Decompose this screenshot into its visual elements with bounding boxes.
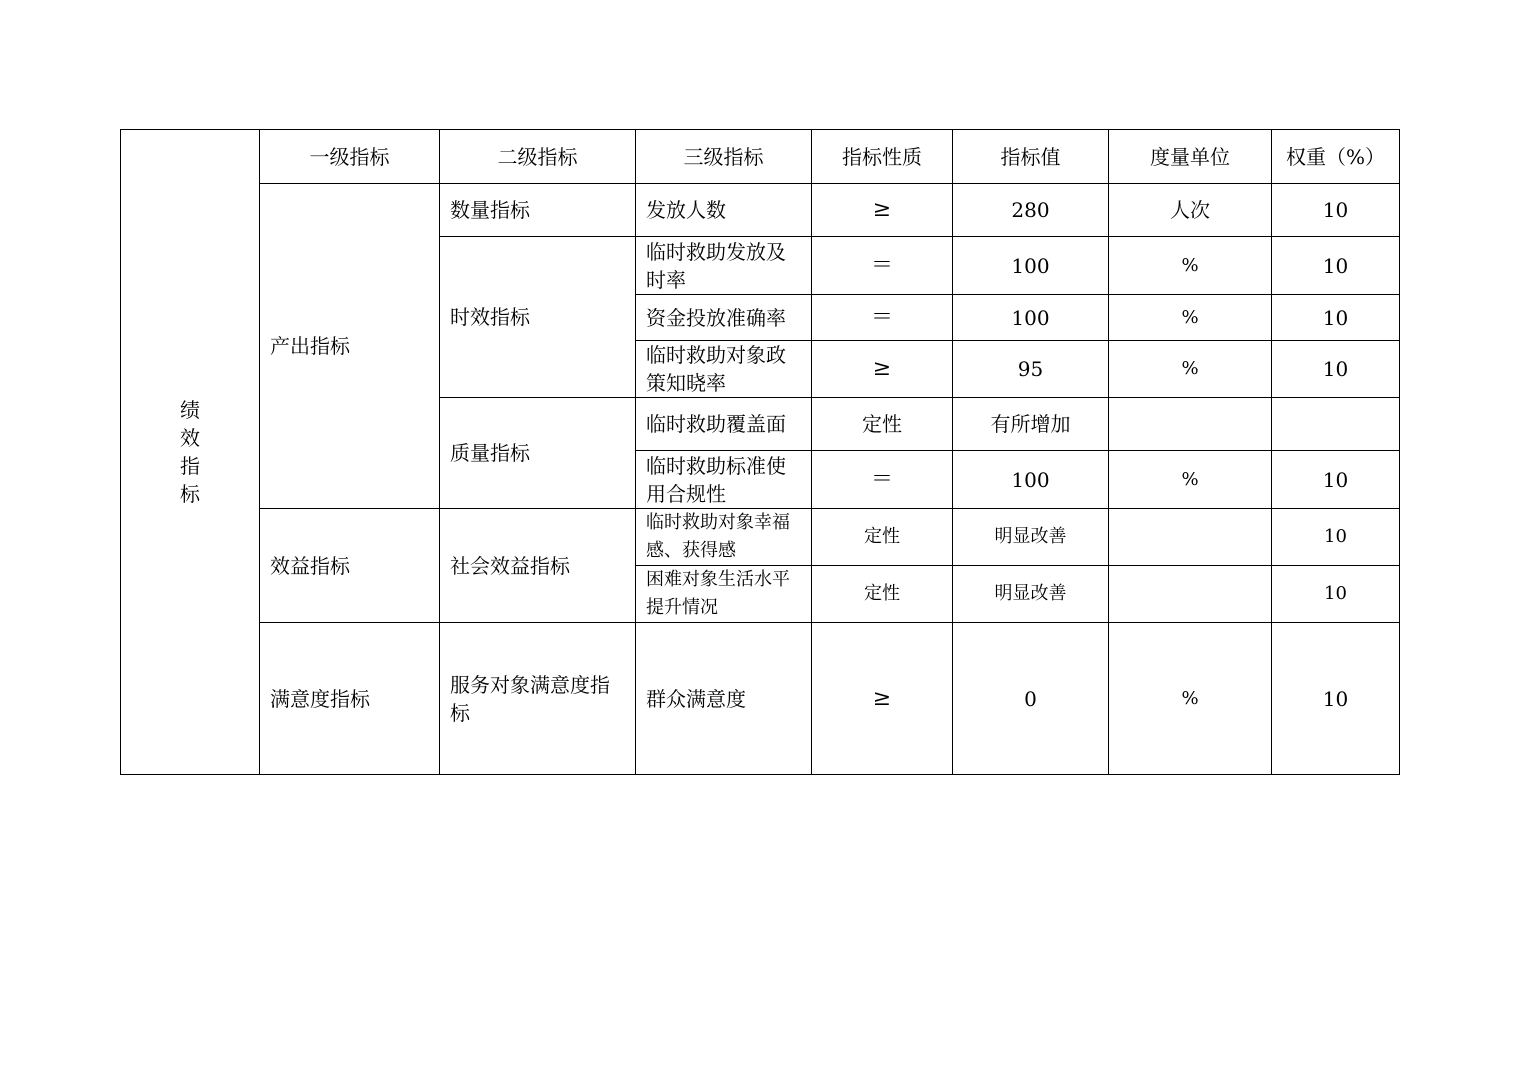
- indicator-nature: 定性: [812, 398, 953, 451]
- level2-quantity: 数量指标: [440, 184, 636, 237]
- indicator-unit: %: [1109, 237, 1272, 295]
- level2-quality: 质量指标: [440, 398, 636, 509]
- indicator-value: 95: [953, 341, 1109, 398]
- side-label-char: 标: [180, 482, 200, 506]
- indicator-nature: ＝: [812, 237, 953, 295]
- level3-indicator: 临时救助对象幸福感、获得感: [636, 509, 812, 566]
- indicator-weight: 10: [1272, 566, 1400, 623]
- indicator-unit: %: [1109, 451, 1272, 509]
- level3-indicator: 困难对象生活水平提升情况: [636, 566, 812, 623]
- indicator-value: 有所增加: [953, 398, 1109, 451]
- header-level3: 三级指标: [636, 130, 812, 184]
- header-level1: 一级指标: [260, 130, 440, 184]
- indicator-unit: [1109, 566, 1272, 623]
- indicator-value: 100: [953, 237, 1109, 295]
- performance-indicator-side-label: [121, 130, 260, 775]
- level3-indicator: 临时救助发放及时率: [636, 237, 812, 295]
- indicator-weight: 10: [1272, 623, 1400, 775]
- indicator-unit: %: [1109, 341, 1272, 398]
- table-row: [121, 509, 1400, 566]
- indicator-nature: 定性: [812, 509, 953, 566]
- level3-indicator: 资金投放准确率: [636, 295, 812, 341]
- side-label-char: 效: [180, 426, 200, 450]
- header-unit: 度量单位: [1109, 130, 1272, 184]
- indicator-nature: ＝: [812, 295, 953, 341]
- level1-output: 产出指标: [260, 184, 440, 509]
- indicator-weight: 10: [1272, 451, 1400, 509]
- level3-indicator: 临时救助标准使用合规性: [636, 451, 812, 509]
- indicator-unit: %: [1109, 295, 1272, 341]
- indicator-weight: 10: [1272, 509, 1400, 566]
- indicator-weight: 10: [1272, 237, 1400, 295]
- indicator-nature: ≥: [812, 623, 953, 775]
- header-row: [121, 130, 1400, 184]
- indicator-nature: 定性: [812, 566, 953, 623]
- indicator-unit: [1109, 509, 1272, 566]
- indicator-value: 明显改善: [953, 566, 1109, 623]
- indicator-unit: 人次: [1109, 184, 1272, 237]
- indicator-nature: ≥: [812, 184, 953, 237]
- side-label-char: 指: [180, 454, 200, 478]
- level1-benefit: 效益指标: [260, 509, 440, 623]
- header-level2: 二级指标: [440, 130, 636, 184]
- header-value: 指标值: [953, 130, 1109, 184]
- header-weight: 权重（%）: [1272, 130, 1400, 184]
- level3-indicator: 群众满意度: [636, 623, 812, 775]
- performance-indicator-table: [120, 129, 1400, 775]
- header-nature: 指标性质: [812, 130, 953, 184]
- side-label-char: 绩: [180, 398, 200, 422]
- level2-timeliness: 时效指标: [440, 237, 636, 398]
- table-row: [121, 184, 1400, 237]
- level3-indicator: 临时救助对象政策知晓率: [636, 341, 812, 398]
- indicator-value: 280: [953, 184, 1109, 237]
- table-row: [121, 623, 1400, 775]
- indicator-value: 100: [953, 451, 1109, 509]
- level2-service: 服务对象满意度指标: [440, 623, 636, 775]
- indicator-weight: 10: [1272, 184, 1400, 237]
- indicator-value: 明显改善: [953, 509, 1109, 566]
- indicator-weight: [1272, 398, 1400, 451]
- indicator-value: 100: [953, 295, 1109, 341]
- indicator-unit: %: [1109, 623, 1272, 775]
- level1-satisfaction: 满意度指标: [260, 623, 440, 775]
- indicator-unit: [1109, 398, 1272, 451]
- level3-indicator: 临时救助覆盖面: [636, 398, 812, 451]
- level2-social: 社会效益指标: [440, 509, 636, 623]
- level3-indicator: 发放人数: [636, 184, 812, 237]
- indicator-weight: 10: [1272, 341, 1400, 398]
- indicator-weight: 10: [1272, 295, 1400, 341]
- indicator-nature: ＝: [812, 451, 953, 509]
- indicator-nature: ≥: [812, 341, 953, 398]
- indicator-value: 0: [953, 623, 1109, 775]
